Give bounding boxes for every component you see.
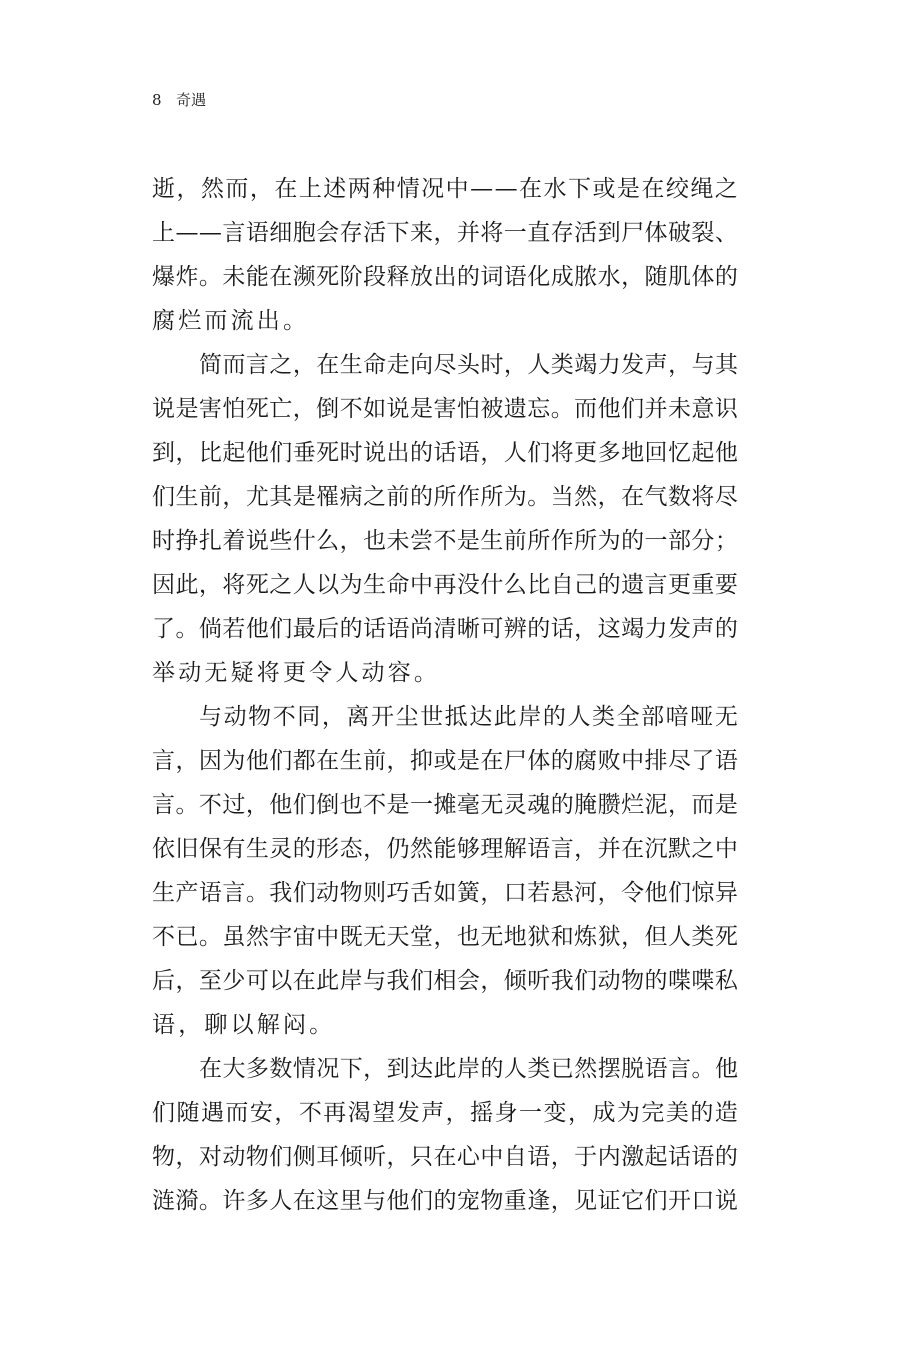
text-line: 因 此 ， 将 死 之 人 以 为 生 命 中 再 没 什 么 比 自 己 的 遗 言 更 重 要	[152, 572, 738, 598]
text-line: 与 动 物 不 同 ， 离 开 尘 世 抵 达 此 岸 的 人 类 全 部 喑 哑 无	[199, 704, 738, 730]
text-line: 在 大 多 数 情 况 下 ， 到 达 此 岸 的 人 类 已 然 摆 脱 语 言 。 他	[199, 1056, 738, 1082]
text-line: 举 动 无 疑 将 更 令 人 动 容 。	[152, 660, 437, 686]
text-line: 爆 炸 。 未 能 在 濒 死 阶 段 释 放 出 的 词 语 化 成 脓 水 ， 随 肌 体 的	[152, 264, 738, 290]
running-head	[152, 90, 206, 110]
text-line: 逝 ， 然 而 ， 在 上 述 两 种 情 况 中 — — 在 水 下 或 是 在 绞 绳 之	[152, 176, 738, 202]
text-line: 了 。 倘 若 他 们 最 后 的 话 语 尚 清 晰 可 辨 的 话 ， 这 竭 力 发 声 的	[152, 616, 738, 642]
text-line: 言 。 不 过 ， 他 们 倒 也 不 是 一 摊 毫 无 灵 魂 的 腌 臜 烂 泥 ， 而 是	[152, 792, 738, 818]
chapter-title: 奇遇	[176, 91, 207, 109]
text-line: 们 随 遇 而 安 ， 不 再 渴 望 发 声 ， 摇 身 一 变 ， 成 为 完 美 的 造	[152, 1100, 738, 1126]
text-line: 说 是 害 怕 死 亡 ， 倒 不 如 说 是 害 怕 被 遗 忘 。 而 他 们 并 未 意 识	[152, 396, 738, 422]
page-number: 8	[152, 91, 162, 109]
text-line: 上 — — 言 语 细 胞 会 存 活 下 来 ， 并 将 一 直 存 活 到 尸 体 破 裂 、	[152, 220, 738, 246]
text-line: 后 ， 至 少 可 以 在 此 岸 与 我 们 相 会 ， 倾 听 我 们 动 物 的 喋 喋 私	[152, 968, 738, 994]
text-line: 言 ， 因 为 他 们 都 在 生 前 ， 抑 或 是 在 尸 体 的 腐 败 中 排 尽 了 语	[152, 748, 738, 774]
text-line: 时 挣 扎 着 说 些 什 么 ， 也 未 尝 不 是 生 前 所 作 所 为 的 一 部 分 ；	[152, 528, 738, 554]
text-line: 不 已 。 虽 然 宇 宙 中 既 无 天 堂 ， 也 无 地 狱 和 炼 狱 ， 但 人 类 死	[152, 924, 738, 950]
text-line: 依 旧 保 有 生 灵 的 形 态 ， 仍 然 能 够 理 解 语 言 ， 并 在 沉 默 之 中	[152, 836, 738, 862]
text-line: 涟 漪 。 许 多 人 在 这 里 与 他 们 的 宠 物 重 逢 ， 见 证 它 们 开 口 说	[152, 1188, 738, 1214]
body-text	[152, 167, 738, 1223]
text-line: 简 而 言 之 ， 在 生 命 走 向 尽 头 时 ， 人 类 竭 力 发 声 ， 与 其	[199, 352, 738, 378]
text-line: 物 ， 对 动 物 们 侧 耳 倾 听 ， 只 在 心 中 自 语 ， 于 内 激 起 话 语 的	[152, 1144, 738, 1170]
text-line: 语 ， 聊 以 解 闷 。	[152, 1012, 333, 1038]
text-line: 到 ， 比 起 他 们 垂 死 时 说 出 的 话 语 ， 人 们 将 更 多 地 回 忆 起 他	[152, 440, 738, 466]
text-line: 们 生 前 ， 尤 其 是 罹 病 之 前 的 所 作 所 为 。 当 然 ， 在 气 数 将 尽	[152, 484, 738, 510]
text-line: 腐 烂 而 流 出 。	[152, 308, 306, 334]
text-line: 生 产 语 言 。 我 们 动 物 则 巧 舌 如 簧 ， 口 若 悬 河 ， 令 他 们 惊 异	[152, 880, 738, 906]
